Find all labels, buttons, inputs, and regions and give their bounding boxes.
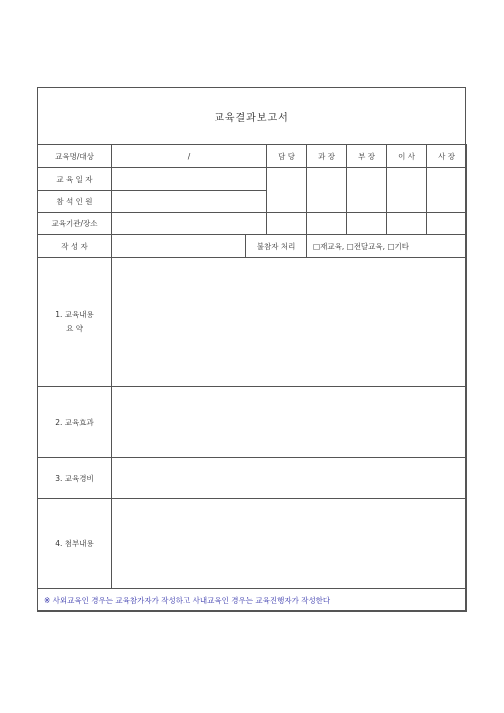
report-title: 교육결과보고서 — [214, 113, 289, 124]
attachment-value[interactable] — [112, 499, 467, 589]
course-target-value[interactable]: / — [112, 145, 267, 168]
sign-box-section-chief[interactable] — [307, 168, 347, 213]
writer-label: 작 성 자 — [38, 235, 112, 258]
effect-label: 2. 교육효과 — [38, 387, 112, 458]
approval-president: 사 장 — [427, 145, 467, 168]
date-label: 교 육 일 자 — [38, 168, 112, 191]
effect-value[interactable] — [112, 387, 467, 458]
sign-box-president[interactable] — [427, 168, 467, 213]
date-value[interactable] — [112, 168, 267, 191]
approval-staff: 담 당 — [267, 145, 307, 168]
summary-label-line2: 요 약 — [66, 324, 83, 333]
footnote: ※ 사외교육인 경우는 교육참가자가 작성하고 사내교육인 경우는 교육진행자가 작성한다 — [38, 589, 467, 612]
approval-section-chief: 과 장 — [307, 145, 347, 168]
institution-cell-2[interactable] — [307, 213, 347, 235]
absentee-options[interactable]: □재교육, □전달교육, □기타 — [307, 235, 467, 258]
writer-value[interactable] — [112, 235, 246, 258]
attachment-label: 4. 첨부내용 — [38, 499, 112, 589]
summary-label-line1: 1. 교육내용 — [55, 310, 94, 319]
report-form — [37, 87, 466, 611]
absentee-label: 불참자 처리 — [246, 235, 307, 258]
approval-director: 이 사 — [387, 145, 427, 168]
institution-cell-3[interactable] — [347, 213, 387, 235]
summary-label — [38, 258, 112, 387]
institution-label: 교육기관/장소 — [38, 213, 112, 235]
institution-cell-5[interactable] — [427, 213, 467, 235]
institution-value[interactable] — [112, 213, 267, 235]
course-target-label: 교육명/대상 — [38, 145, 112, 168]
institution-cell-4[interactable] — [387, 213, 427, 235]
sign-box-staff[interactable] — [267, 168, 307, 213]
institution-cell-1[interactable] — [267, 213, 307, 235]
cost-value[interactable] — [112, 458, 467, 499]
attendees-label: 참 석 인 원 — [38, 191, 112, 213]
cost-label: 3. 교육경비 — [38, 458, 112, 499]
sign-box-director[interactable] — [387, 168, 427, 213]
summary-value[interactable] — [112, 258, 467, 387]
report-table — [37, 144, 467, 612]
sign-box-dept-head[interactable] — [347, 168, 387, 213]
attendees-value[interactable] — [112, 191, 267, 213]
approval-dept-head: 부 장 — [347, 145, 387, 168]
